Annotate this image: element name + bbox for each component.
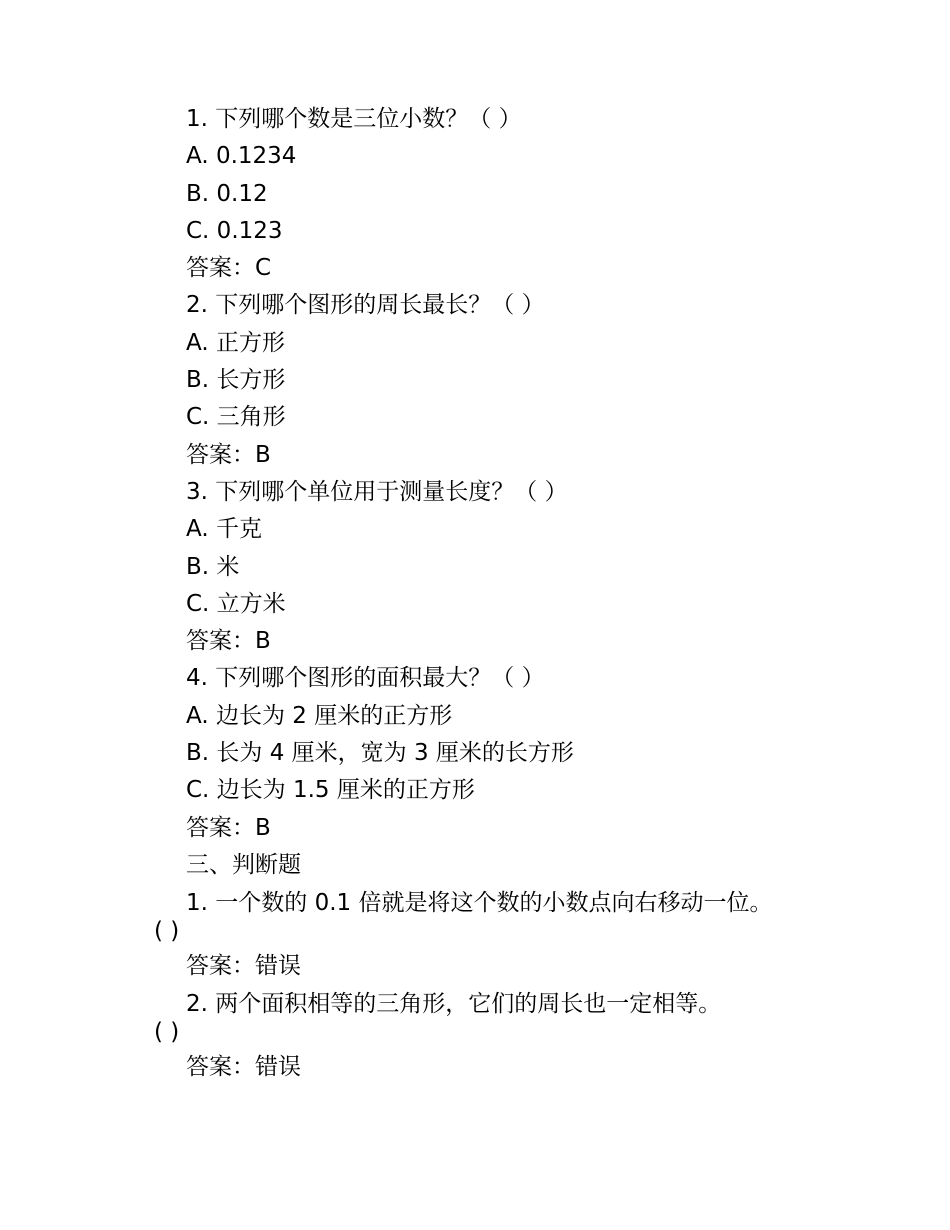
answer-line: 答案：B	[186, 814, 271, 841]
option-b: B. 长方形	[186, 367, 286, 394]
true-false-question	[154, 884, 826, 985]
option-b: B. 0.12	[186, 180, 268, 207]
question-stem: 1. 一个数的 0.1 倍就是将这个数的小数点向右移动一位。	[186, 890, 773, 917]
option-b: B. 米	[186, 553, 240, 580]
answer-line: 答案：B	[186, 441, 271, 468]
answer-line: 答案：错误	[186, 1054, 301, 1081]
answer-line: 答案：B	[186, 628, 271, 655]
option-a: A. 正方形	[186, 329, 285, 356]
question-stem: 2. 下列哪个图形的周长最长？（ ）	[186, 292, 545, 319]
section-heading: 三、判断题	[186, 851, 301, 878]
question-list	[154, 101, 826, 1086]
option-a: A. 边长为 2 厘米的正方形	[186, 702, 453, 729]
question-stem: 4. 下列哪个图形的面积最大？（ ）	[186, 665, 545, 692]
choice-question	[186, 474, 826, 660]
true-false-question	[154, 985, 826, 1086]
choice-question	[186, 101, 826, 287]
question-stem: 2. 两个面积相等的三角形，它们的周长也一定相等。	[186, 991, 722, 1018]
option-a: A. 0.1234	[186, 143, 297, 170]
option-c: C. 三角形	[186, 404, 286, 431]
question-stem: 1. 下列哪个数是三位小数？（ ）	[186, 106, 522, 132]
option-c: C. 边长为 1.5 厘米的正方形	[186, 777, 475, 804]
answer-line: 答案：错误	[186, 953, 301, 980]
answer-parentheses: ( )	[154, 918, 180, 945]
answer-line: 答案：C	[186, 255, 272, 282]
option-a: A. 千克	[186, 516, 262, 543]
choice-question	[186, 660, 826, 846]
option-c: C. 立方米	[186, 590, 286, 617]
option-b: B. 长为 4 厘米，宽为 3 厘米的长方形	[186, 740, 574, 767]
option-c: C. 0.123	[186, 217, 283, 244]
choice-question	[186, 287, 826, 473]
answer-parentheses: ( )	[154, 1019, 180, 1046]
question-stem: 3. 下列哪个单位用于测量长度？（ ）	[186, 478, 568, 505]
